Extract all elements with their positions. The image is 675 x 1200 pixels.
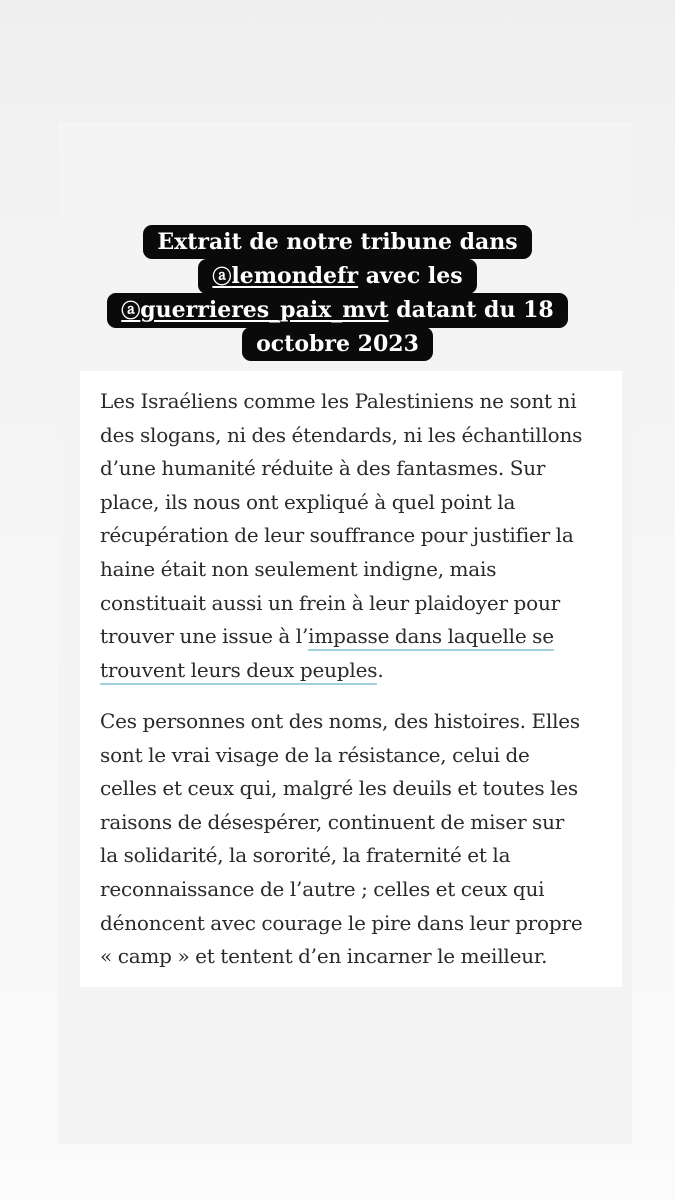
paragraph-line: raisons de désespérer, continuent de miser sur xyxy=(100,809,565,834)
paragraph-line: sont le vrai visage de la résistance, celui de xyxy=(100,742,530,767)
paragraph-line xyxy=(100,654,610,688)
caption-pill-1 xyxy=(143,225,531,259)
mention-at-icon: ⓐ xyxy=(212,266,232,288)
paragraph-line: Ces personnes ont des noms, des histoires. Elles xyxy=(100,709,580,733)
paragraph-line: récupération de leur souffrance pour justifier la xyxy=(100,523,574,548)
caption-text: avec les xyxy=(358,263,463,289)
mention-lemondefr[interactable] xyxy=(212,263,358,289)
paragraph-line: place, ils nous ont expliqué à quel point la xyxy=(100,489,516,514)
article-paragraph-2 xyxy=(100,705,610,974)
paragraph-line: « camp » et tentent d’en incarner le meilleur. xyxy=(100,944,548,969)
caption-line-4 xyxy=(0,327,675,361)
caption-line-1 xyxy=(0,225,675,259)
mention-guerrieres-paix-mvt[interactable] xyxy=(121,297,388,323)
article-excerpt xyxy=(80,371,622,987)
mention-at-icon: ⓐ xyxy=(121,300,141,322)
caption-text: octobre 2023 xyxy=(256,331,419,357)
caption-pill-2 xyxy=(198,259,476,294)
mention-handle: lemondefr xyxy=(231,263,359,289)
caption-pill-3 xyxy=(107,293,567,328)
article-link-part-2[interactable]: trouvent leurs deux peuples xyxy=(100,658,377,685)
paragraph-line: dénoncent avec courage le pire dans leur propre xyxy=(100,910,583,935)
mention-handle: guerrieres_paix_mvt xyxy=(140,297,389,323)
paragraph-text: trouver une issue à l’ xyxy=(100,624,309,649)
caption-line-3 xyxy=(0,293,675,327)
paragraph-line xyxy=(100,620,610,654)
paragraph-line: Les Israéliens comme les Palestiniens ne sont ni xyxy=(100,389,577,413)
caption-text: Extrait de notre tribune dans xyxy=(157,229,518,255)
paragraph-text: . xyxy=(377,657,384,682)
paragraph-line: haine était non seulement indigne, mais xyxy=(100,556,497,581)
paragraph-line: reconnaissance de l’autre ; celles et ceux qui xyxy=(100,876,545,901)
paragraph-line: d’une humanité réduite à des fantasmes. Sur xyxy=(100,456,546,481)
article-link-part-1[interactable]: impasse dans laquelle se xyxy=(308,624,554,651)
paragraph-line: celles et ceux qui, malgré les deuils et toutes les xyxy=(100,776,578,801)
caption-line-2 xyxy=(0,259,675,293)
article-paragraph-1 xyxy=(100,385,610,687)
caption-pill-4 xyxy=(242,327,433,361)
caption-text: datant du 18 xyxy=(388,297,554,323)
paragraph-line: constituait aussi un frein à leur plaidoyer pour xyxy=(100,590,561,615)
paragraph-line: la solidarité, la sororité, la fraternité et la xyxy=(100,843,511,868)
story-caption xyxy=(0,225,675,361)
paragraph-line: des slogans, ni des étendards, ni les échantillons xyxy=(100,422,583,447)
